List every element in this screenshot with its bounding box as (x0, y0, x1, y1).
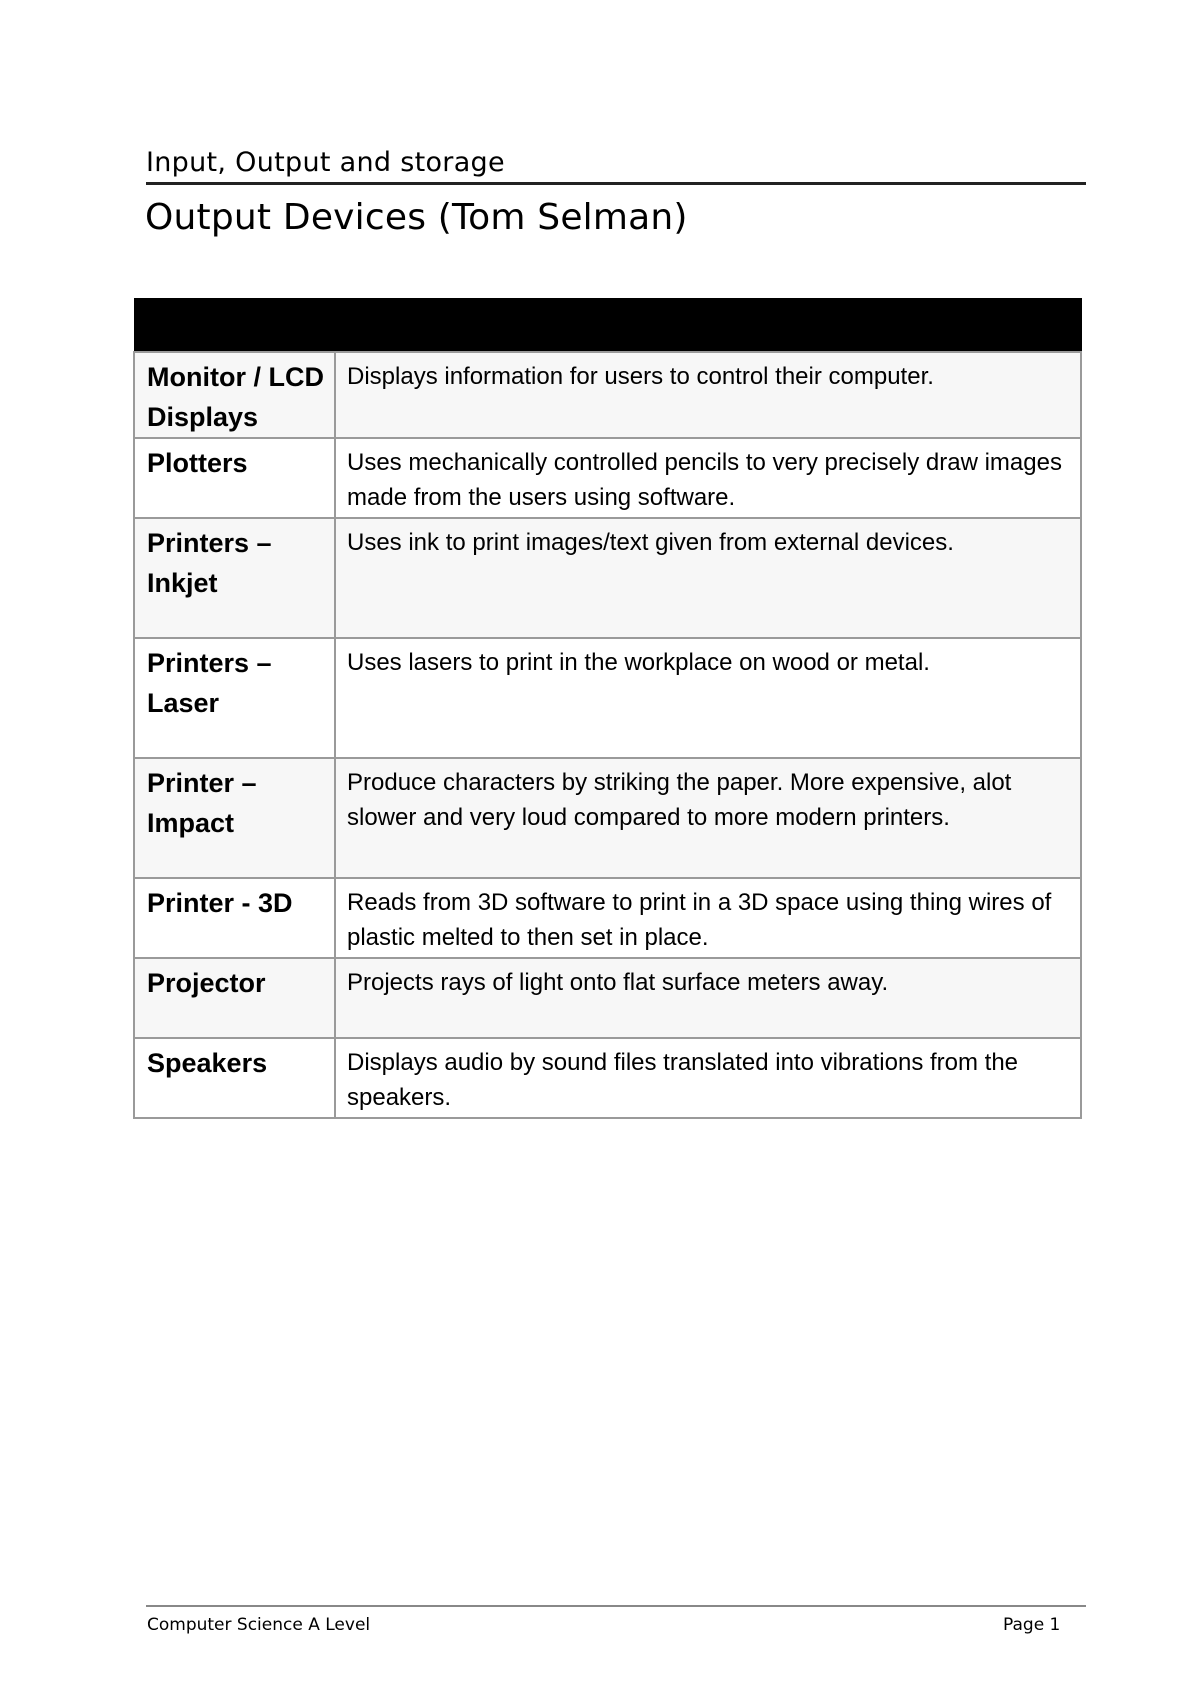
table-row (134, 638, 1081, 758)
device-name: Plotters (134, 438, 335, 518)
device-description: Displays information for users to control their computer. (335, 352, 1081, 438)
output-devices-table (133, 298, 1082, 1119)
table-row (134, 438, 1081, 518)
table-header-cell (335, 299, 1081, 353)
device-name: Printers – Inkjet (134, 518, 335, 638)
table-row (134, 518, 1081, 638)
device-description: Projects rays of light onto flat surface meters away. (335, 958, 1081, 1038)
device-name: Printer - 3D (134, 878, 335, 958)
footer-divider (146, 1605, 1086, 1607)
table-header-row (134, 299, 1081, 353)
device-description: Displays audio by sound files translated into vibrations from the speakers. (335, 1038, 1081, 1118)
device-description: Uses lasers to print in the workplace on wood or metal. (335, 638, 1081, 758)
table-header-cell (134, 299, 335, 353)
device-description: Produce characters by striking the paper. More expensive, alot slower and very loud compared to more modern printers. (335, 758, 1081, 878)
device-description: Reads from 3D software to print in a 3D space using thing wires of plastic melted to then set in place. (335, 878, 1081, 958)
table-row (134, 758, 1081, 878)
device-name: Printer – Impact (134, 758, 335, 878)
device-description: Uses ink to print images/text given from external devices. (335, 518, 1081, 638)
device-description: Uses mechanically controlled pencils to very precisely draw images made from the users using software. (335, 438, 1081, 518)
table-row (134, 958, 1081, 1038)
footer-course: Computer Science A Level (147, 1615, 371, 1635)
header-title: Input, Output and storage (146, 146, 1086, 185)
page-number: Page 1 (1003, 1615, 1061, 1635)
page-title: Output Devices (Tom Selman) (145, 197, 688, 238)
table-row (134, 352, 1081, 438)
device-name: Monitor / LCD Displays (134, 352, 335, 438)
table-row (134, 878, 1081, 958)
device-name: Printers – Laser (134, 638, 335, 758)
table-row (134, 1038, 1081, 1118)
device-name: Speakers (134, 1038, 335, 1118)
device-name: Projector (134, 958, 335, 1038)
